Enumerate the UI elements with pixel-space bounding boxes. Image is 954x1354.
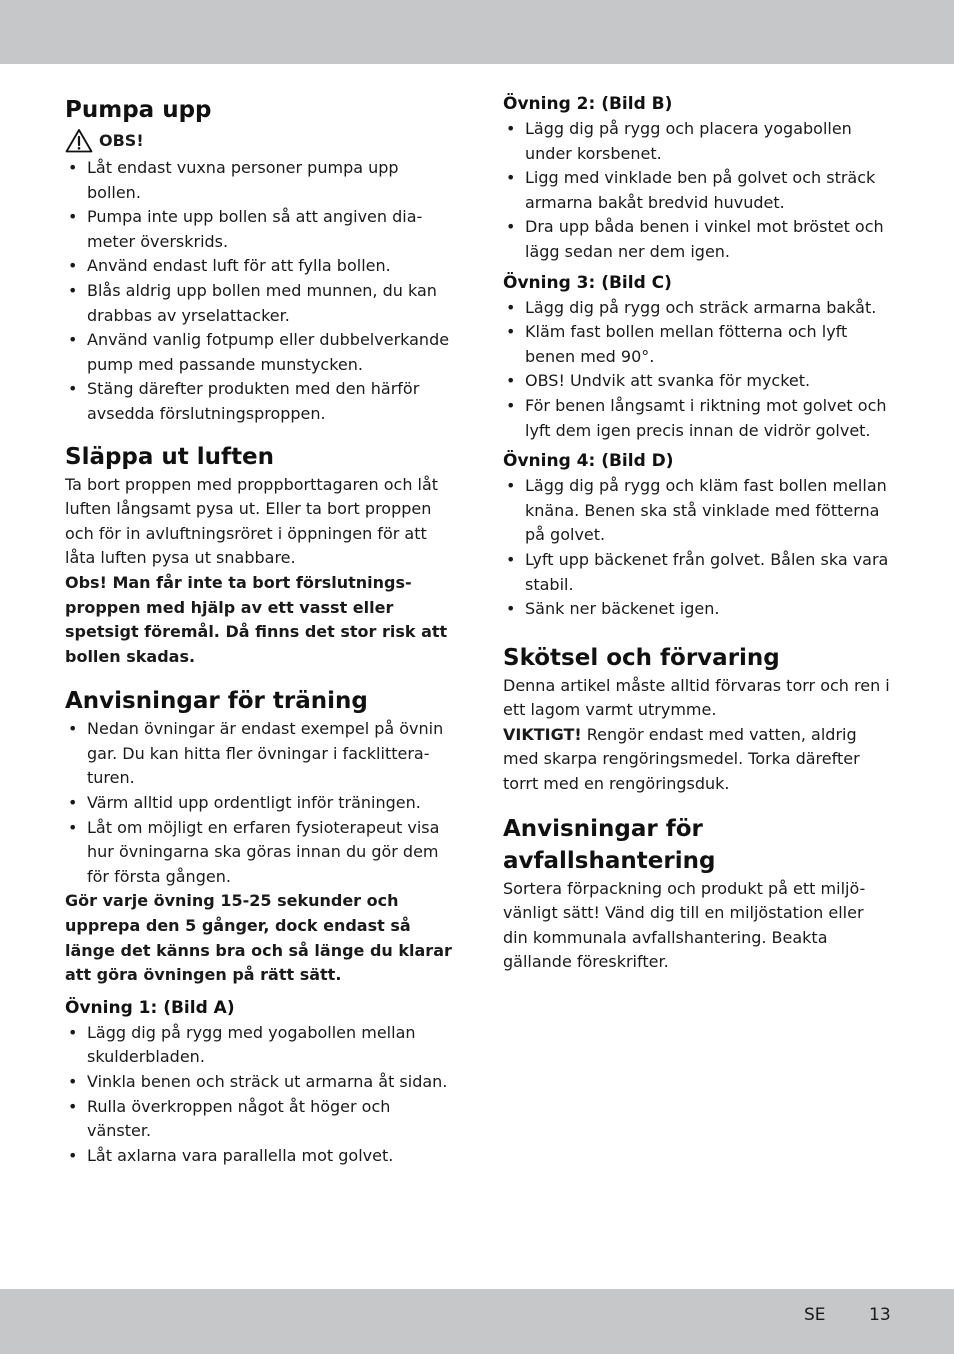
- heading-ovning-3: Övning 3: (Bild C): [503, 272, 672, 293]
- list-item: • OBS! Undvik att svanka för mycket.: [503, 369, 893, 394]
- warning-label: OBS!: [99, 130, 144, 150]
- list-item: • Värm alltid upp ordentligt inför träningen.: [65, 791, 455, 816]
- left-column: [65, 94, 455, 1168]
- list-item: • Använd vanlig fotpump eller dubbelverkande pump med passande munstycken.: [65, 328, 455, 377]
- warning-note: [65, 128, 455, 153]
- list-item: • Stäng därefter produkten med den härför avsedda förslutningsproppen.: [65, 377, 455, 426]
- list-item: • Dra upp båda benen i vinkel mot bröstet och lägg sedan ner dem igen.: [503, 215, 893, 264]
- section-ovning-1: [65, 996, 455, 1169]
- important-label: VIKTIGT!: [503, 724, 582, 744]
- skotsel-text-2: Rengör endast med vatten, aldrig med skarpa rengöringsmedel. Torka därefter torrt med en rengöringsduk.: [503, 724, 860, 794]
- footer-language: SE: [804, 1305, 826, 1325]
- heading-pumpa-upp: Pumpa upp: [65, 97, 212, 123]
- section-anvisningar-traning: [65, 685, 455, 988]
- section-slappa-ut-luften: [65, 441, 455, 670]
- skotsel-text: Denna artikel måste alltid förvaras torr och ren i ett lagom varmt utrymme.: [503, 675, 890, 720]
- heading-avfall: Anvisningar för avfallshantering: [503, 815, 716, 874]
- list-item: • Pumpa inte upp bollen så att angiven dia-meter överskrids.: [65, 205, 455, 254]
- section-avfall: [503, 813, 893, 975]
- list-item: • Låt axlarna vara parallella mot golvet.: [65, 1144, 455, 1169]
- slappa-text: Ta bort proppen med proppborttagaren och låt luften långsamt pysa ut. Eller ta bort proppen och för in avluftningsröret i öppningen för att låta luften pysa ut snabbare.: [65, 474, 439, 568]
- avfall-text: Sortera förpackning och produkt på ett miljö-vänligt sätt! Vänd dig till en miljöstation eller din kommunala avfallshantering. Beakta gällande föreskrifter.: [503, 878, 866, 972]
- section-ovning-2: [503, 92, 893, 265]
- section-skotsel: [503, 642, 893, 797]
- list-item: • För benen långsamt i riktning mot golvet och lyft dem igen precis innan de vidrör golvet.: [503, 394, 893, 443]
- list-item: • Vinkla benen och sträck ut armarna åt sidan.: [65, 1070, 455, 1095]
- heading-slappa-ut-luften: Släppa ut luften: [65, 443, 275, 470]
- ovning1-list: [65, 1021, 455, 1169]
- slappa-warning: Obs! Man får inte ta bort förslutnings-proppen med hjälp av ett vasst eller spetsigt föremål. Då finns det stor risk att bollen skadas.: [65, 572, 448, 666]
- list-item: • Lägg dig på rygg och sträck armarna bakåt.: [503, 296, 893, 321]
- list-item: • Lägg dig på rygg och kläm fast bollen mellan knäna. Benen ska stå vinklade med fötterna på golvet.: [503, 474, 893, 548]
- list-item: • Använd endast luft för att fylla bollen.: [65, 254, 455, 279]
- heading-ovning-2: Övning 2: (Bild B): [503, 94, 673, 114]
- list-item: • Nedan övningar är endast exempel på övnin gar. Du kan hitta fler övningar i facklittera-turen.: [65, 717, 455, 791]
- pumpa-list: [65, 156, 455, 427]
- list-item: • Blås aldrig upp bollen med munnen, du kan drabbas av yrselattacker.: [65, 279, 455, 328]
- section-pumpa-upp: [65, 94, 455, 427]
- section-ovning-3: [503, 271, 893, 444]
- heading-anvisningar-traning: Anvisningar för träning: [65, 688, 368, 715]
- header-bar: [0, 0, 954, 64]
- heading-ovning-1: Övning 1: (Bild A): [65, 997, 235, 1018]
- heading-skotsel: Skötsel och förvaring: [503, 644, 780, 671]
- traning-instruction: Gör varje övning 15-25 sekunder och upprepa den 5 gånger, dock endast så länge det känns bra och så länge du klarar att göra övningen på rätt sätt.: [65, 891, 452, 985]
- list-item: • Lägg dig på rygg med yogabollen mellan skulderbladen.: [65, 1021, 455, 1070]
- ovning4-list: [503, 474, 893, 622]
- list-item: • Låt endast vuxna personer pumpa upp bollen.: [65, 156, 455, 205]
- list-item: • Ligg med vinklade ben på golvet och sträck armarna bakåt bredvid huvudet.: [503, 166, 893, 215]
- traning-list: [65, 717, 455, 889]
- list-item: • Lyft upp bäckenet från golvet. Bålen ska vara stabil.: [503, 548, 893, 597]
- skotsel-important: [503, 723, 893, 797]
- ovning3-list: [503, 296, 893, 444]
- warning-triangle-icon: [65, 128, 93, 153]
- right-column: [503, 92, 893, 975]
- section-ovning-4: [503, 449, 893, 622]
- list-item: • Lägg dig på rygg och placera yogabollen under korsbenet.: [503, 117, 893, 166]
- ovning2-list: [503, 117, 893, 265]
- list-item: • Låt om möjligt en erfaren fysioterapeut visa hur övningarna ska göras innan du gör dem för första gången.: [65, 816, 455, 890]
- heading-ovning-4: Övning 4: (Bild D): [503, 451, 674, 472]
- list-item: • Rulla överkroppen något åt höger och vänster.: [65, 1095, 455, 1144]
- list-item: • Kläm fast bollen mellan fötterna och lyft benen med 90°.: [503, 320, 893, 369]
- page-number: 13: [869, 1305, 891, 1325]
- list-item: • Sänk ner bäckenet igen.: [503, 597, 893, 622]
